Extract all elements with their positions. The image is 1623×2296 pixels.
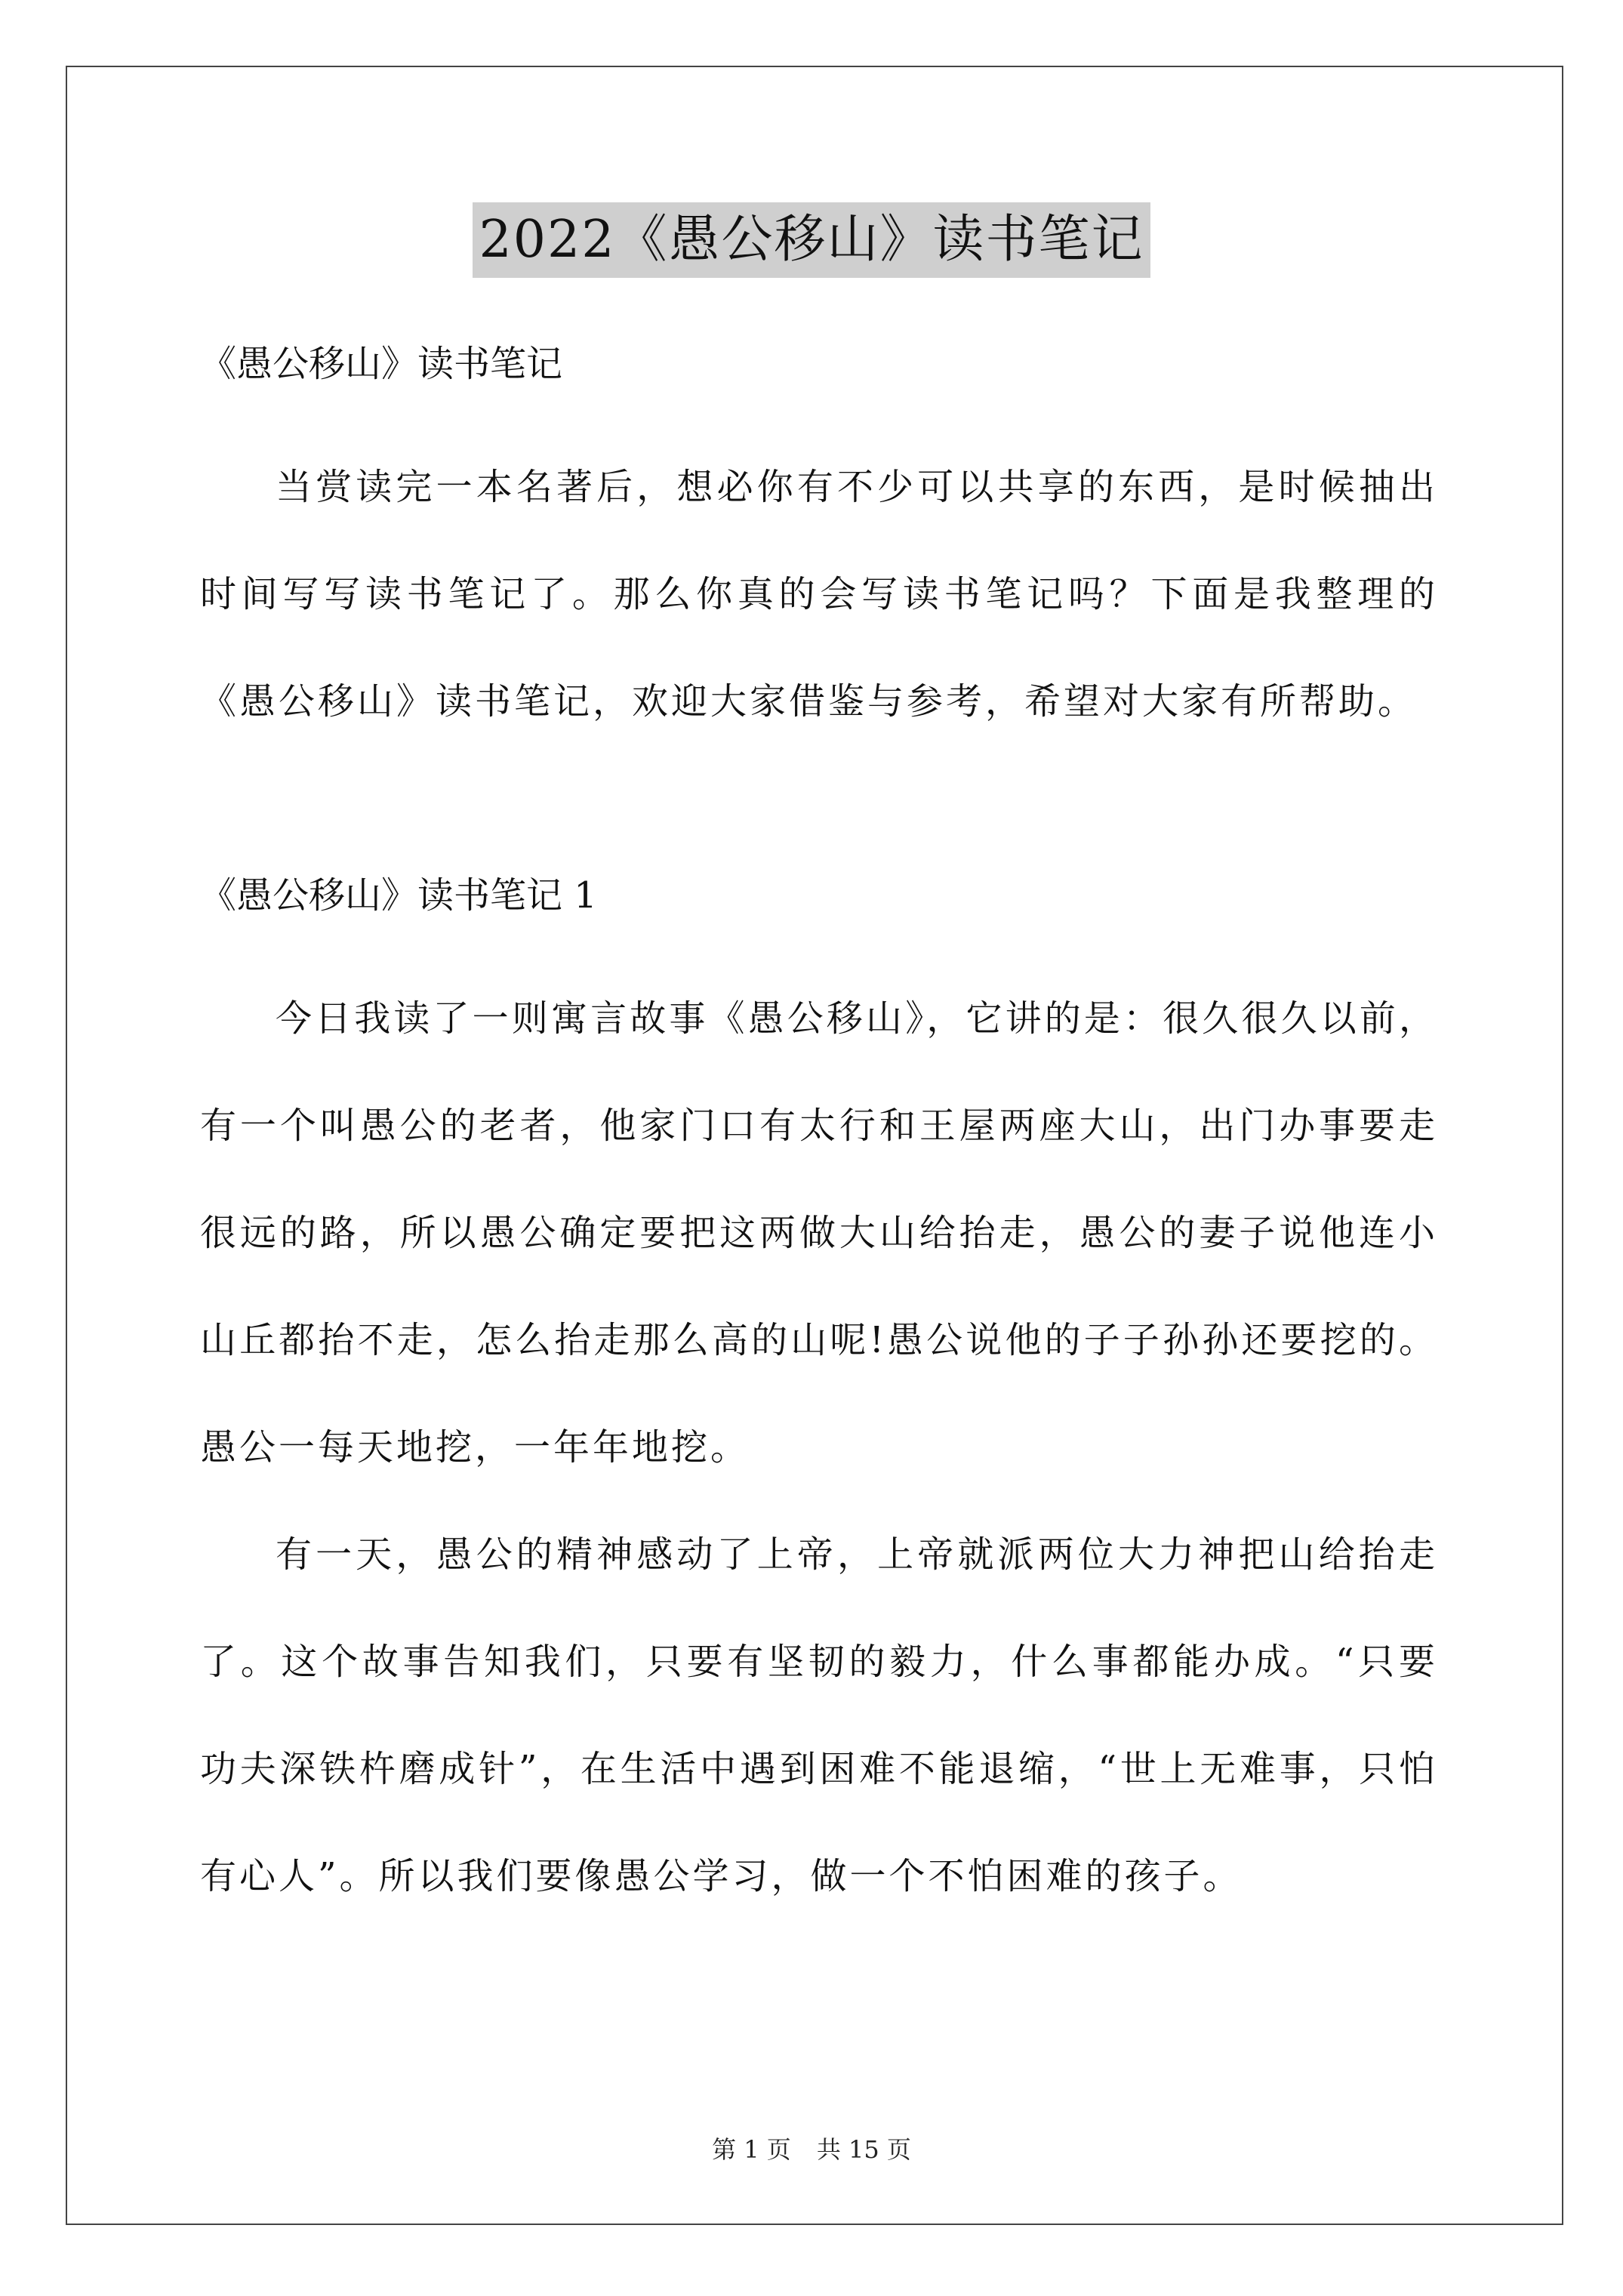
document-body	[200, 317, 1438, 1930]
intro-heading: 《愚公移山》读书笔记	[200, 343, 563, 385]
intro-paragraph: 当赏读完一本名著后，想必你有不少可以共享的东西，是时候抽出时间写写读书笔记了。那么你真的会写读书笔记吗？下面是我整理的《愚公移山》读书笔记，欢迎大家借鉴与参考，希望对大家有所帮助。	[200, 466, 1438, 723]
page-footer	[0, 2134, 1623, 2165]
document-title: 2022《愚公移山》读书笔记	[473, 202, 1150, 278]
page-number: 第 1 页	[712, 2135, 791, 2164]
section1-heading: 《愚公移山》读书笔记 1	[200, 874, 597, 917]
section1-paragraph-1: 今日我读了一则寓言故事《愚公移山》，它讲的是：很久很久以前，有一个叫愚公的老者，他家门口有太行和王屋两座大山，出门办事要走很远的路，所以愚公确定要把这两做大山给抬走，愚公的妻子说他连小山丘都抬不走，怎么抬走那么高的山呢!愚公说他的子子孙孙还要挖的。愚公一每天地挖，一年年地挖。	[200, 997, 1438, 1469]
document-title-wrapper	[0, 202, 1623, 278]
page-total: 共 15 页	[816, 2135, 911, 2164]
section1-paragraph-2: 有一天，愚公的精神感动了上帝，上帝就派两位大力神把山给抬走了。这个故事告知我们，只要有坚韧的毅力，什么事都能办成。“只要功夫深铁杵磨成针”，在生活中遇到困难不能退缩，“世上无难事，只怕有心人”。所以我们要像愚公学习，做一个不怕困难的孩子。	[200, 1533, 1438, 1897]
section-gap	[200, 755, 1438, 849]
